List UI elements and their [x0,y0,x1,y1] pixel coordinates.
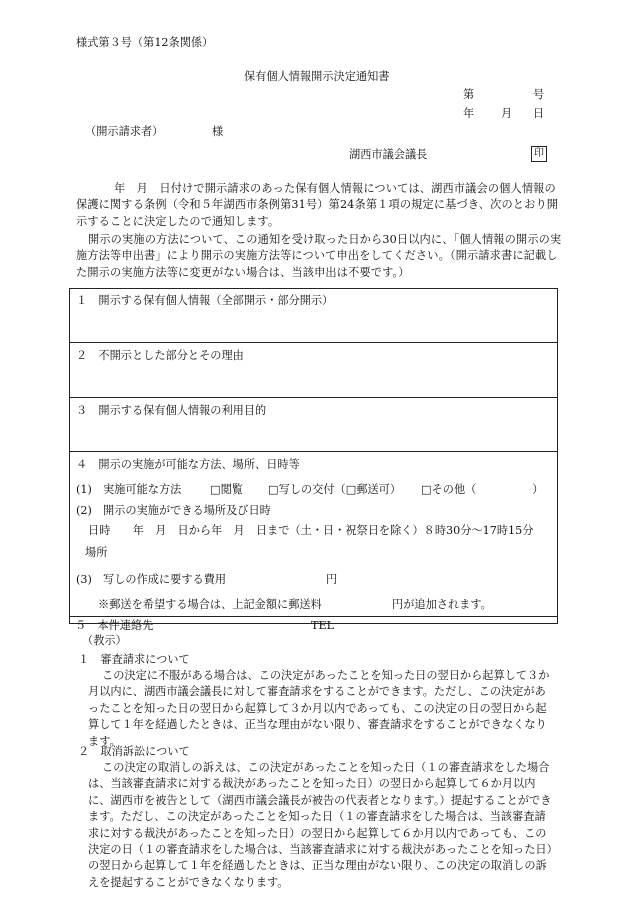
divider [70,451,557,452]
date-day: 日 [533,107,545,120]
divider [70,342,557,343]
note-lawsuit-title: ２ 取消訴訟について [78,745,190,758]
note-appeal-body: この決定に不服がある場合は、この決定があったことを知った日の翌日から起算して３か月以内に、湖西市議会議長に対して審査請求をすることができます。ただし、この決定があったことを知った日の翌日から起算して３か月以内であっても、この決定の日の翌日から起算して１年を経過したときは、正当な理由がない限り、審査請求をすることができなくなります。 [88,669,550,748]
decision-table [69,288,558,624]
method-label: (1) 実施可能な方法 [76,483,182,496]
contact-tel: TEL [311,619,335,632]
divider [70,616,557,617]
intro-paragraph-2: 開示の実施の方法について、この通知を受け取った日から30日以内に、「個人情報の開示の実施方法等申出書」により開示の実施方法等について申出をしてください。（開示請求書に記載した開示の実施方法等に変更がない場合は、当該申出は不要です。） [76,233,562,279]
section-1-label: １ 開示する保有個人情報（全部開示・部分開示） [76,294,334,307]
section-3-label: ３ 開示する保有個人情報の利用目的 [76,404,267,417]
document-title: 保有個人情報開示決定通知書 [244,70,390,83]
divider [70,397,557,398]
section-4-label: ４ 開示の実施が可能な方法、場所、日時等 [76,458,300,471]
postage-note: ※郵送を希望する場合は、上記金額に郵送料 [98,598,322,611]
date-year: 年 [463,107,475,120]
option-viewing-checkbox: □閲覧 [210,483,243,496]
contact-label: ５ 本件連絡先 [75,619,154,632]
issuer-name: 湖西市議会議長 [349,148,428,161]
seal-mark: 印 [531,146,547,162]
addressee-honorific: 様 [212,125,224,138]
option-copy-checkbox: □写しの交付（□郵送可） [268,483,402,496]
date-month: 月 [501,107,513,120]
section-2-label: ２ 不開示とした部分とその理由 [76,349,244,362]
copy-fee-yen: 円 [326,573,338,586]
option-other-checkbox: □その他（ ） [421,483,544,496]
doc-number-suffix: 号 [533,88,545,101]
datetime-line: 日時 年 月 日から年 月 日まで（土・日・祝祭日を除く）８時30分～17時15分 [88,524,534,537]
note-appeal-title: １ 審査請求について [78,653,190,666]
notes-heading: （教示） [82,634,127,647]
form-number: 様式第３号（第12条関係） [76,36,214,49]
note-lawsuit-body: この決定の取消しの訴えは、この決定があったことを知った日（１の審査請求をした場合は、当該審査請求に対する裁決があったことを知った日）の翌日から起算して６か月以内に、湖西市を被告として（湖西市議会議長が被告の代表者となります。）提起することができます。ただし、この決定があったことを知った日（１の審査請求をした場合は、当該審査請求に対する裁決があったことを知った日）の翌日から起算して６か月以内であっても、この決定の日（１の審査請求をした場合は、当該審査請求に対する裁決があったことを知った日）の翌日から起算して１年を経過したときは、正当な理由がない限り、この決定の取消しの訴えを提起することができなくなります。 [88,761,553,889]
postage-note-tail: 円が追加されます。 [392,598,492,611]
intro-paragraph-1: 年 月 日付けで開示請求のあった保有個人情報については、湖西市議会の個人情報の保護に関する条例（令和５年湖西市条例第31号）第24条第１項の規定に基づき、次のとおり開示することに決定したので通知します。 [76,182,559,228]
place-line: 場所 [85,546,108,559]
place-datetime-label: (2) 開示の実施ができる場所及び日時 [76,504,271,517]
copy-fee-label: (3) 写しの作成に要する費用 [76,573,227,586]
doc-number-prefix: 第 [463,88,475,101]
addressee-label: （開示請求者） [85,125,164,138]
